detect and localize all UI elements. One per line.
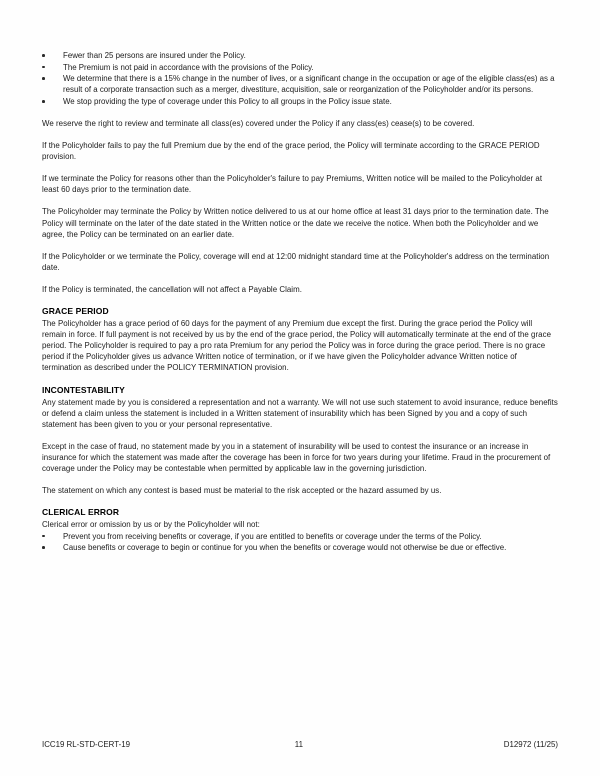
list-item-text: The Premium is not paid in accordance with the provisions of the Policy.	[63, 62, 314, 72]
bullet-icon	[42, 66, 45, 69]
paragraph-clerical-error-intro: Clerical error or omission by us or by the Policyholder will not:	[42, 520, 260, 530]
list-item	[42, 73, 558, 95]
clerical-error-list	[42, 531, 558, 554]
bullet-icon	[42, 100, 45, 103]
list-item-text: Prevent you from receiving benefits or coverage, if you are entitled to benefits or coverage under the terms of the Policy.	[63, 531, 482, 541]
section-clerical-error	[42, 507, 558, 553]
list-item	[42, 531, 558, 542]
paragraph-coverage-end: If the Policyholder or we terminate the Policy, coverage will end at 12:00 midnight standard time at the Policyholder's address on the termination date.	[42, 251, 550, 272]
section-heading-grace-period: GRACE PERIOD	[42, 306, 109, 316]
bullet-icon	[42, 77, 45, 80]
paragraph-policyholder-may-terminate: The Policyholder may terminate the Policy by Written notice delivered to us at our home office at least 31 days prior to the termination date. The Policy will terminate on the later of the date stated in the Written notice or the date we receive the notice. When both the Policyholder and we agree, the Policy can be terminated on an earlier date.	[42, 207, 549, 239]
paragraph-reserve-right: We reserve the right to review and terminate all class(es) covered under the Policy if any class(es) cease(s) to be covered.	[42, 118, 475, 128]
paragraph-incontestability-2: Except in the case of fraud, no statement made by you in a statement of insurability will be used to contest the insurance or an increase in insurance for which the statement was made after the coverage has been in force for two years during your lifetime. Fraud in the procurement of coverage under the Policy may be contestable when permitted by applicable law in the governing jurisdiction.	[42, 441, 551, 474]
list-item-text: Cause benefits or coverage to begin or continue for you when the benefits or coverage would not otherwise be due or effective.	[63, 543, 507, 553]
section-grace-period	[42, 306, 558, 374]
section-heading-incontestability: INCONTESTABILITY	[42, 384, 125, 395]
footer-page-number: 11	[294, 740, 303, 749]
page-footer	[42, 739, 558, 750]
list-item	[42, 50, 558, 61]
list-item-text: We stop providing the type of coverage under this Policy to all groups in the Policy issue state.	[63, 96, 392, 106]
list-item	[42, 62, 558, 73]
paragraph-cancellation: If the Policy is terminated, the cancellation will not affect a Payable Claim.	[42, 284, 302, 294]
bullet-icon	[42, 535, 45, 538]
bullet-icon	[42, 546, 45, 549]
footer-form-number: ICC19 RL-STD-CERT-19	[42, 740, 130, 749]
list-item-text: Fewer than 25 persons are insured under the Policy.	[63, 51, 246, 60]
section-heading-clerical-error: CLERICAL ERROR	[42, 507, 120, 518]
paragraph-incontestability-3: The statement on which any contest is based must be material to the risk accepted or the hazard assumed by us.	[42, 486, 442, 496]
paragraph-fails-to-pay: If the Policyholder fails to pay the full Premium due by the end of the grace period, the Policy will terminate according to the GRACE PERIOD provision.	[42, 141, 540, 162]
paragraph-incontestability-1: Any statement made by you is considered a representation and not a warranty. We will not use such statement to avoid insurance, reduce benefits or defend a claim unless the statement is included in a Written statement of insurability which has been Signed by you and a copy of such statement has been given to you or your personal representative.	[42, 397, 558, 429]
paragraph-written-notice: If we terminate the Policy for reasons other than the Policyholder's failure to pay Premiums, Written notice will be mailed to the Policyholder at least 60 days prior to the termination date.	[42, 174, 543, 195]
list-item	[42, 96, 558, 107]
list-item-text: We determine that there is a 15% change in the number of lives, or a significant change in the occupation or age of the eligible class(es) as a result of a corporate transaction such as a merger, divestiture, acquisition, sale or reorganization of the Policyholder and/or its persons.	[63, 74, 555, 95]
section-incontestability	[42, 385, 558, 497]
paragraph-grace-period-body: The Policyholder has a grace period of 60 days for the payment of any Premium due except the first. During the grace period the Policy will remain in force. If full payment is not received by us by the end of the grace period, the Policy will automatically terminate at the end of the grace period. The Policyholder is required to pay a pro rata Premium for any period the Policy was in force during the grace period. There is no grace period if the Policyholder gives us advance Written notice of termination, or if we have given the Policyholder advance Written notice of termination as described under the POLICY TERMINATION provision.	[42, 319, 551, 373]
bullet-icon	[42, 54, 45, 57]
termination-conditions-list	[42, 50, 558, 107]
footer-document-code: D12972 (11/25)	[503, 740, 558, 749]
list-item	[42, 542, 558, 553]
page-content	[42, 50, 558, 554]
